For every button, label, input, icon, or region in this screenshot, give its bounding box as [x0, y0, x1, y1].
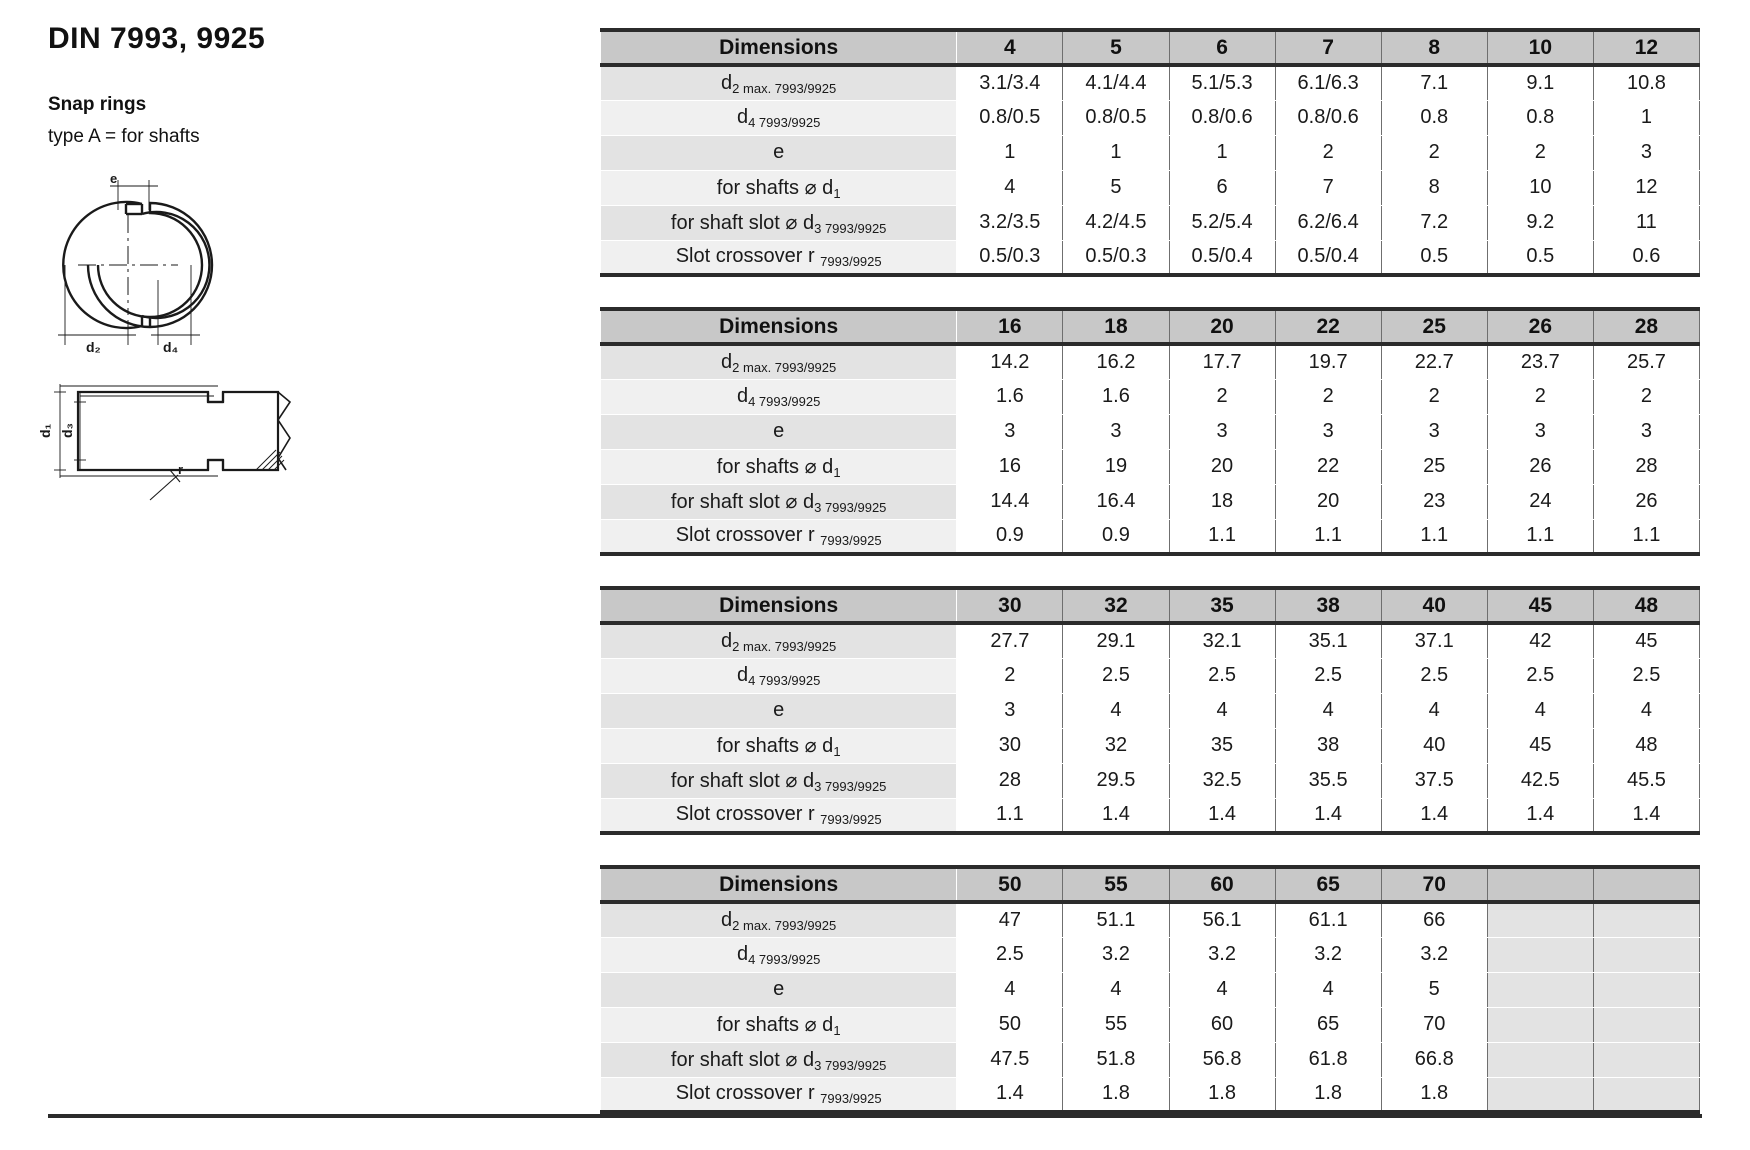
table-row — [601, 1007, 1700, 1042]
table-cell: 2.5 — [1169, 658, 1275, 693]
table-cell: 19.7 — [1275, 344, 1381, 379]
figure-label-d1: d₁ — [37, 423, 53, 438]
table-cell: 0.6 — [1593, 240, 1699, 275]
table-header-size: 6 — [1169, 30, 1275, 65]
table-header-dimensions: Dimensions — [601, 30, 957, 65]
dimension-table — [600, 865, 1700, 1114]
table-cell: 1.4 — [957, 1077, 1063, 1112]
table-cell: 3.2/3.5 — [957, 205, 1063, 240]
table-cell: 16.2 — [1063, 344, 1169, 379]
table-cell: 48 — [1593, 728, 1699, 763]
table-row — [601, 937, 1700, 972]
table-cell: 61.1 — [1275, 902, 1381, 937]
table-cell: 14.4 — [957, 484, 1063, 519]
table-cell: 6.2/6.4 — [1275, 205, 1381, 240]
table-cell: 2 — [1381, 135, 1487, 170]
row-label-crossover: Slot crossover r $_{7993/9925}$ — [601, 798, 957, 833]
row-label-d2max: $d_{2 max. 7993/9925}$ — [601, 623, 957, 658]
table-header-dimensions: Dimensions — [601, 867, 957, 902]
table-cell: 3.1/3.4 — [957, 65, 1063, 100]
table-row — [601, 972, 1700, 1007]
table-row — [601, 344, 1700, 379]
table-cell: 51.8 — [1063, 1042, 1169, 1077]
figure-label-e: e — [110, 171, 118, 186]
row-label-d2max: $d_{2 max. 7993/9925}$ — [601, 902, 957, 937]
table-header-size: 16 — [957, 309, 1063, 344]
table-cell: 1.8 — [1381, 1077, 1487, 1112]
table-cell: 4 — [1487, 693, 1593, 728]
table-header-size: 65 — [1275, 867, 1381, 902]
table-cell: 3.2 — [1063, 937, 1169, 972]
table-cell: 1.4 — [1169, 798, 1275, 833]
table-cell: 47.5 — [957, 1042, 1063, 1077]
table-row — [601, 902, 1700, 937]
table-cell — [1487, 972, 1593, 1007]
table-cell: 1.8 — [1275, 1077, 1381, 1112]
table-cell: 1 — [1593, 100, 1699, 135]
table-row — [601, 519, 1700, 554]
table-cell: 35.1 — [1275, 623, 1381, 658]
table-cell: 1.1 — [1593, 519, 1699, 554]
table-cell: 2.5 — [957, 937, 1063, 972]
subtitle-secondary: type A = for shafts — [48, 126, 200, 147]
table-header-size: 50 — [957, 867, 1063, 902]
table-cell: 19 — [1063, 449, 1169, 484]
table-cell: 3.2 — [1275, 937, 1381, 972]
table-header-size: 4 — [957, 30, 1063, 65]
table-cell: 4 — [957, 972, 1063, 1007]
table-cell: 35.5 — [1275, 763, 1381, 798]
table-header-dimensions: Dimensions — [601, 588, 957, 623]
table-cell: 28 — [957, 763, 1063, 798]
table-cell: 1 — [1169, 135, 1275, 170]
table-cell: 5 — [1381, 972, 1487, 1007]
table-cell: 30 — [957, 728, 1063, 763]
table-cell: 2 — [1381, 379, 1487, 414]
table-cell: 4 — [957, 170, 1063, 205]
table-header-size: 20 — [1169, 309, 1275, 344]
table-cell: 8 — [1381, 170, 1487, 205]
table-cell: 55 — [1063, 1007, 1169, 1042]
table-cell: 0.8/0.5 — [957, 100, 1063, 135]
table-cell: 2 — [1593, 379, 1699, 414]
table-cell: 10 — [1487, 170, 1593, 205]
figure-label-d2: d₂ — [86, 339, 101, 355]
table-cell: 4 — [1275, 972, 1381, 1007]
row-label-slot: for shaft slot ⌀ $d_{3 7993/9925}$ — [601, 763, 957, 798]
table-cell: 12 — [1593, 170, 1699, 205]
dimension-tables — [600, 28, 1700, 1144]
table-cell: 2 — [1169, 379, 1275, 414]
table-cell: 22.7 — [1381, 344, 1487, 379]
table-cell: 3 — [1063, 414, 1169, 449]
table-cell: 56.8 — [1169, 1042, 1275, 1077]
table-row — [601, 379, 1700, 414]
table-cell: 1.1 — [1275, 519, 1381, 554]
table-row — [601, 449, 1700, 484]
row-label-d4: $d_{4 7993/9925}$ — [601, 379, 957, 414]
table-cell: 14.2 — [957, 344, 1063, 379]
table-row — [601, 798, 1700, 833]
table-cell: 1.6 — [957, 379, 1063, 414]
row-label-d4: $d_{4 7993/9925}$ — [601, 100, 957, 135]
table-row — [601, 1077, 1700, 1112]
table-cell: 0.8 — [1381, 100, 1487, 135]
table-cell: 1.1 — [1487, 519, 1593, 554]
table-header-size: 70 — [1381, 867, 1487, 902]
table-cell: 17.7 — [1169, 344, 1275, 379]
table-header-size: 40 — [1381, 588, 1487, 623]
row-label-d2max: $d_{2 max. 7993/9925}$ — [601, 344, 957, 379]
table-cell: 1.8 — [1063, 1077, 1169, 1112]
table-cell: 0.8 — [1487, 100, 1593, 135]
table-cell: 3.2 — [1381, 937, 1487, 972]
table-cell: 32.5 — [1169, 763, 1275, 798]
table-cell: 0.5/0.3 — [1063, 240, 1169, 275]
table-cell: 20 — [1275, 484, 1381, 519]
table-cell: 4.1/4.4 — [1063, 65, 1169, 100]
table-cell: 26 — [1487, 449, 1593, 484]
table-cell: 1.8 — [1169, 1077, 1275, 1112]
figure-label-r: r — [178, 462, 184, 477]
table-header-size — [1593, 867, 1699, 902]
table-cell: 1 — [1063, 135, 1169, 170]
figure-label-d3: d₃ — [59, 422, 75, 438]
table-row — [601, 623, 1700, 658]
table-cell: 3 — [957, 693, 1063, 728]
table-cell: 4 — [1381, 693, 1487, 728]
table-cell: 28 — [1593, 449, 1699, 484]
table-cell: 3 — [1593, 135, 1699, 170]
table-cell: 25.7 — [1593, 344, 1699, 379]
table-row — [601, 65, 1700, 100]
row-label-shafts: for shafts ⌀ $d_1$ — [601, 170, 957, 205]
dimension-table — [600, 586, 1700, 835]
table-cell: 2.5 — [1593, 658, 1699, 693]
figure-label-d4: d₄ — [163, 339, 179, 355]
table-cell: 2 — [957, 658, 1063, 693]
table-header-size: 8 — [1381, 30, 1487, 65]
row-label-crossover: Slot crossover r $_{7993/9925}$ — [601, 240, 957, 275]
table-cell — [1487, 937, 1593, 972]
table-cell: 18 — [1169, 484, 1275, 519]
dimension-table — [600, 307, 1700, 556]
table-cell: 56.1 — [1169, 902, 1275, 937]
table-cell: 1.4 — [1063, 798, 1169, 833]
table-cell: 37.1 — [1381, 623, 1487, 658]
table-header-size: 45 — [1487, 588, 1593, 623]
table-cell: 0.8/0.6 — [1169, 100, 1275, 135]
table-row — [601, 1042, 1700, 1077]
table-cell: 5.2/5.4 — [1169, 205, 1275, 240]
table-cell: 11 — [1593, 205, 1699, 240]
row-label-shafts: for shafts ⌀ $d_1$ — [601, 728, 957, 763]
table-cell — [1593, 937, 1699, 972]
table-row — [601, 763, 1700, 798]
table-cell — [1487, 1042, 1593, 1077]
table-row — [601, 135, 1700, 170]
row-label-d4: $d_{4 7993/9925}$ — [601, 937, 957, 972]
table-cell: 9.1 — [1487, 65, 1593, 100]
table-row — [601, 205, 1700, 240]
table-cell: 35 — [1169, 728, 1275, 763]
table-cell: 66.8 — [1381, 1042, 1487, 1077]
table-cell — [1593, 1077, 1699, 1112]
table-cell: 3 — [1593, 414, 1699, 449]
table-cell: 10.8 — [1593, 65, 1699, 100]
table-cell: 1 — [957, 135, 1063, 170]
table-cell: 1.4 — [1487, 798, 1593, 833]
table-cell: 2.5 — [1381, 658, 1487, 693]
table-cell: 4 — [1169, 693, 1275, 728]
table-cell: 4.2/4.5 — [1063, 205, 1169, 240]
table-cell: 5.1/5.3 — [1169, 65, 1275, 100]
table-cell: 4 — [1063, 693, 1169, 728]
table-cell: 23.7 — [1487, 344, 1593, 379]
table-cell: 7.2 — [1381, 205, 1487, 240]
table-header-size: 60 — [1169, 867, 1275, 902]
table-cell: 3 — [1169, 414, 1275, 449]
table-cell — [1487, 902, 1593, 937]
row-label-slot: for shaft slot ⌀ $d_{3 7993/9925}$ — [601, 205, 957, 240]
row-label-shafts: for shafts ⌀ $d_1$ — [601, 449, 957, 484]
table-cell: 6 — [1169, 170, 1275, 205]
table-cell: 0.5 — [1381, 240, 1487, 275]
table-cell: 0.5/0.3 — [957, 240, 1063, 275]
table-cell: 2 — [1275, 379, 1381, 414]
table-header-size — [1487, 867, 1593, 902]
row-label-e: e — [601, 135, 957, 170]
table-cell: 65 — [1275, 1007, 1381, 1042]
table-cell: 1.4 — [1593, 798, 1699, 833]
table-cell — [1593, 902, 1699, 937]
row-label-e: e — [601, 693, 957, 728]
table-header-dimensions: Dimensions — [601, 309, 957, 344]
table-cell: 61.8 — [1275, 1042, 1381, 1077]
table-cell: 9.2 — [1487, 205, 1593, 240]
table-cell: 6.1/6.3 — [1275, 65, 1381, 100]
table-cell: 16 — [957, 449, 1063, 484]
table-cell: 7 — [1275, 170, 1381, 205]
table-header-size: 28 — [1593, 309, 1699, 344]
table-cell: 1.4 — [1381, 798, 1487, 833]
table-header-size: 25 — [1381, 309, 1487, 344]
table-row — [601, 240, 1700, 275]
table-cell: 1.1 — [957, 798, 1063, 833]
row-label-slot: for shaft slot ⌀ $d_{3 7993/9925}$ — [601, 484, 957, 519]
table-cell: 0.5 — [1487, 240, 1593, 275]
table-cell: 2.5 — [1487, 658, 1593, 693]
table-header-size: 7 — [1275, 30, 1381, 65]
table-cell: 24 — [1487, 484, 1593, 519]
table-header-size: 32 — [1063, 588, 1169, 623]
document-header-block — [48, 22, 508, 148]
table-cell: 45 — [1487, 728, 1593, 763]
table-cell — [1593, 1042, 1699, 1077]
table-row — [601, 728, 1700, 763]
table-cell: 50 — [957, 1007, 1063, 1042]
table-cell: 51.1 — [1063, 902, 1169, 937]
table-cell: 3 — [1487, 414, 1593, 449]
table-cell: 0.8/0.5 — [1063, 100, 1169, 135]
table-header-size: 12 — [1593, 30, 1699, 65]
table-header-size: 10 — [1487, 30, 1593, 65]
table-cell: 4 — [1063, 972, 1169, 1007]
table-header-size: 5 — [1063, 30, 1169, 65]
table-cell: 0.5/0.4 — [1275, 240, 1381, 275]
row-label-shafts: for shafts ⌀ $d_1$ — [601, 1007, 957, 1042]
row-label-e: e — [601, 972, 957, 1007]
table-cell: 29.5 — [1063, 763, 1169, 798]
page-title: DIN 7993, 9925 — [48, 22, 266, 55]
table-row — [601, 100, 1700, 135]
table-cell: 2.5 — [1275, 658, 1381, 693]
table-header-size: 35 — [1169, 588, 1275, 623]
table-cell: 3.2 — [1169, 937, 1275, 972]
table-cell: 22 — [1275, 449, 1381, 484]
table-header-size: 22 — [1275, 309, 1381, 344]
table-cell: 38 — [1275, 728, 1381, 763]
table-cell — [1593, 1007, 1699, 1042]
table-row — [601, 484, 1700, 519]
dimension-table — [600, 28, 1700, 277]
table-cell: 32.1 — [1169, 623, 1275, 658]
table-cell: 1.1 — [1381, 519, 1487, 554]
table-header-size: 38 — [1275, 588, 1381, 623]
row-label-d4: $d_{4 7993/9925}$ — [601, 658, 957, 693]
table-cell: 3 — [957, 414, 1063, 449]
footer-divider — [48, 1114, 1702, 1118]
table-cell: 60 — [1169, 1007, 1275, 1042]
table-row — [601, 170, 1700, 205]
table-cell: 16.4 — [1063, 484, 1169, 519]
table-cell: 32 — [1063, 728, 1169, 763]
row-label-slot: for shaft slot ⌀ $d_{3 7993/9925}$ — [601, 1042, 957, 1077]
table-row — [601, 693, 1700, 728]
row-label-crossover: Slot crossover r $_{7993/9925}$ — [601, 519, 957, 554]
table-cell: 0.8/0.6 — [1275, 100, 1381, 135]
table-cell — [1487, 1077, 1593, 1112]
table-cell: 4 — [1275, 693, 1381, 728]
table-cell: 20 — [1169, 449, 1275, 484]
table-row — [601, 414, 1700, 449]
table-cell: 1.6 — [1063, 379, 1169, 414]
table-cell: 29.1 — [1063, 623, 1169, 658]
table-cell: 0.9 — [1063, 519, 1169, 554]
table-cell: 3 — [1381, 414, 1487, 449]
row-label-d2max: $d_{2 max. 7993/9925}$ — [601, 65, 957, 100]
table-cell: 23 — [1381, 484, 1487, 519]
table-header-size: 26 — [1487, 309, 1593, 344]
table-header-size: 18 — [1063, 309, 1169, 344]
table-cell: 42.5 — [1487, 763, 1593, 798]
table-cell — [1487, 1007, 1593, 1042]
table-cell: 0.9 — [957, 519, 1063, 554]
table-cell: 27.7 — [957, 623, 1063, 658]
table-cell: 37.5 — [1381, 763, 1487, 798]
table-header-size: 55 — [1063, 867, 1169, 902]
table-cell: 3 — [1275, 414, 1381, 449]
technical-drawings — [18, 170, 458, 590]
table-cell: 70 — [1381, 1007, 1487, 1042]
table-cell: 4 — [1169, 972, 1275, 1007]
table-cell: 25 — [1381, 449, 1487, 484]
row-label-crossover: Slot crossover r $_{7993/9925}$ — [601, 1077, 957, 1112]
table-cell: 2 — [1487, 379, 1593, 414]
table-cell: 26 — [1593, 484, 1699, 519]
subtitle: Snap rings — [48, 94, 147, 115]
table-cell: 42 — [1487, 623, 1593, 658]
table-cell: 47 — [957, 902, 1063, 937]
table-header-size: 30 — [957, 588, 1063, 623]
table-cell: 1.1 — [1169, 519, 1275, 554]
table-cell: 45 — [1593, 623, 1699, 658]
table-cell: 7.1 — [1381, 65, 1487, 100]
table-cell: 2.5 — [1063, 658, 1169, 693]
table-row — [601, 658, 1700, 693]
table-cell: 40 — [1381, 728, 1487, 763]
table-cell: 45.5 — [1593, 763, 1699, 798]
table-cell: 66 — [1381, 902, 1487, 937]
table-cell: 2 — [1275, 135, 1381, 170]
row-label-e: e — [601, 414, 957, 449]
table-header-size: 48 — [1593, 588, 1699, 623]
table-cell: 5 — [1063, 170, 1169, 205]
snap-ring-diagrams — [18, 170, 458, 590]
table-cell — [1593, 972, 1699, 1007]
table-cell: 1.4 — [1275, 798, 1381, 833]
table-cell: 2 — [1487, 135, 1593, 170]
table-cell: 4 — [1593, 693, 1699, 728]
table-cell: 0.5/0.4 — [1169, 240, 1275, 275]
